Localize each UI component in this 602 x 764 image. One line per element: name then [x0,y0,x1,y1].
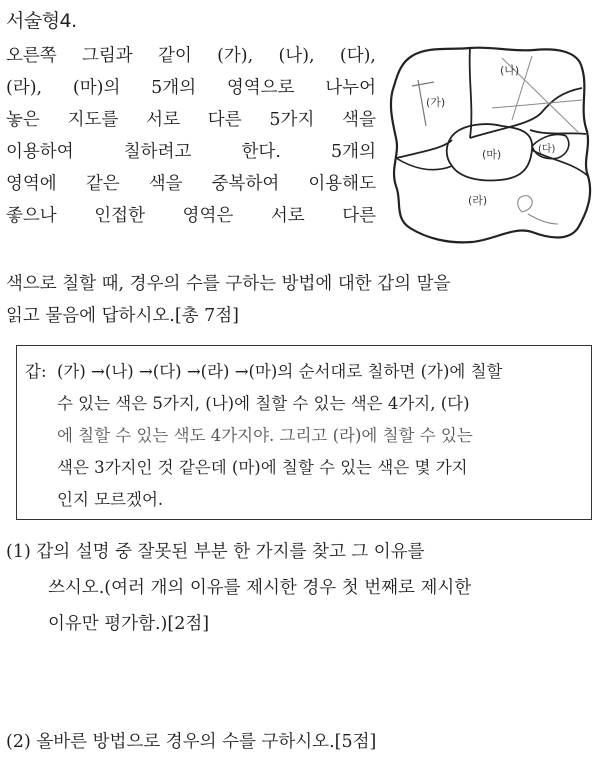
map-border-ga-na [470,48,472,138]
subquestion-line: (1) 갑의 설명 중 잘못된 부분 한 가지를 찾고 그 이유를 [6,542,425,562]
dialogue-line: 색은 3가지인 것 같은데 (마)에 칠할 수 있는 색은 몇 가지 [57,458,468,477]
map-border-na [470,88,582,138]
intro-line: (라), (마)의 5개의 영역으로 나누어 [6,78,376,98]
intro-line: 색으로 칠할 때, 경우의 수를 구하는 방법에 대한 갑의 말을 [6,274,451,294]
intro-line: 좋으나 인접한 영역은 서로 다른 [6,206,376,226]
intro-line: 이용하여 칠하려고 한다. 5개의 [6,142,376,162]
speaker-label: 갑: [25,362,47,381]
intro-line: 영역에 같은 색을 중복하여 이용해도 [6,174,376,194]
subquestion-2 [6,724,376,760]
question-intro [6,40,376,232]
region-map-figure [382,28,596,256]
subquestion-line: 쓰시오.(여러 개의 이유를 제시한 경우 첫 번째로 제시한 [48,578,472,598]
map-outline [391,48,590,243]
subquestion-line: 이유만 평가함.)[2점] [48,614,210,634]
dialogue-line: (가) →(나) →(다) →(라) →(마)의 순서대로 칠하면 (가)에 칠할 [57,362,503,381]
question-title: 서술형4. [6,10,77,32]
region-label-na: (나) [500,64,520,77]
gap-dialogue-box [16,345,592,520]
question-intro-continued [6,268,596,332]
region-label-ga: (가) [426,96,446,109]
intro-line: 놓은 지도를 서로 다른 5가지 색을 [6,110,376,130]
subquestion-1 [6,534,471,642]
region-label-ra: (라) [468,194,488,207]
region-label-da: (다) [538,144,556,155]
dialogue-line: 인지 모르겠어. [57,490,164,509]
pencil-mark [518,196,558,224]
subquestion-line: (2) 올바른 방법으로 경우의 수를 구하시오.[5점] [6,732,377,752]
intro-line: 읽고 물음에 답하시오.[총 7점] [6,306,239,326]
dialogue-line: 수 있는 색은 5가지, (나)에 칠할 수 있는 색은 4가지, (다) [57,394,470,413]
intro-line: 오른쪽 그림과 같이 (가), (나), (다), [6,46,376,66]
region-label-ma: (마) [482,148,502,161]
dialogue-line: 에 칠할 수 있는 색도 4가지야. 그리고 (라)에 칠할 수 있는 [57,426,473,445]
